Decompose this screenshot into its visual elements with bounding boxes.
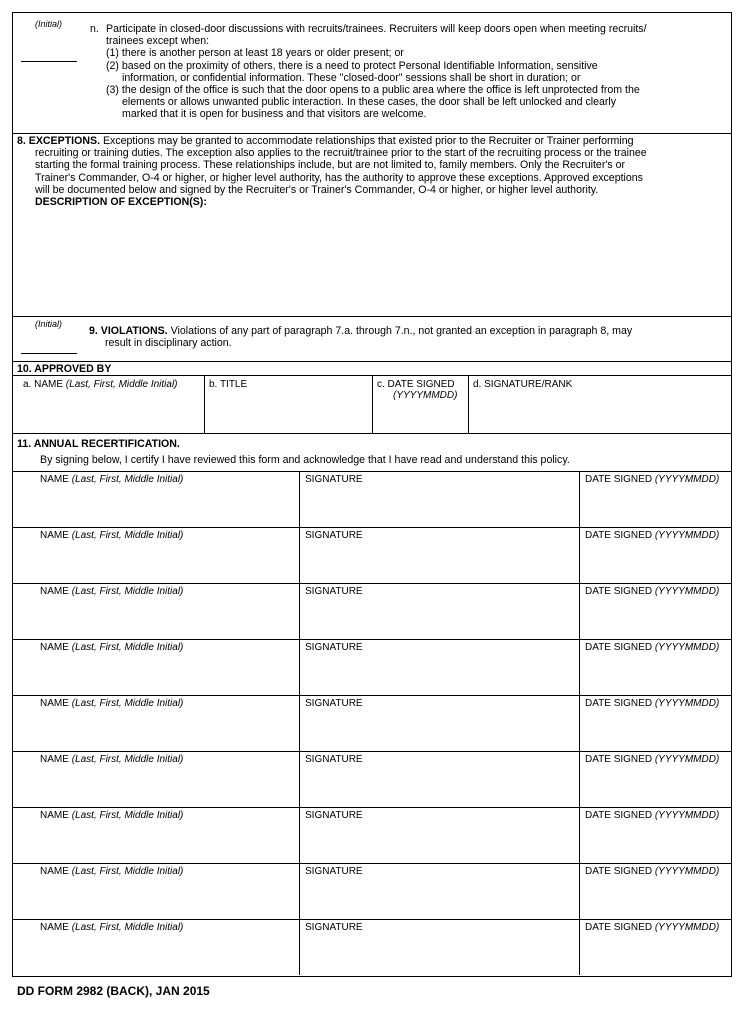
row-name-label: NAME (Last, First, Middle Initial)	[40, 586, 184, 597]
column-divider	[299, 527, 300, 583]
row-signature-field[interactable]	[303, 655, 577, 693]
table-row	[13, 583, 731, 639]
section-8-line5: will be documented below and signed by the Recruiter's or Trainer's Commander, O-4 or higher, or higher level authority.	[35, 183, 599, 196]
section-9-violations	[89, 325, 729, 349]
section-9-line1: Violations of any part of paragraph 7.a. through 7.n., not granted an exception in paragraph 8, may	[170, 325, 633, 337]
section-8-line2: recruiting or training duties. The exception also applies to the recruit/trainee prior to the start of the recruiting process or the trainee	[35, 147, 647, 160]
initial-label-9: (Initial)	[35, 319, 63, 329]
column-divider	[299, 807, 300, 863]
column-divider	[299, 919, 300, 975]
row-name-label: NAME (Last, First, Middle Initial)	[40, 866, 184, 877]
row-signature-field[interactable]	[303, 823, 577, 861]
item-n-sub2-line2: information, or confidential information. These "closed-door" sessions shall be short in duration; or	[122, 71, 581, 84]
table-row	[13, 919, 731, 975]
approved-name-field[interactable]	[15, 393, 201, 431]
row-signature-label: SIGNATURE	[305, 530, 363, 541]
column-divider	[299, 863, 300, 919]
row-name-field[interactable]	[15, 599, 297, 637]
column-divider	[204, 375, 205, 433]
column-divider	[299, 751, 300, 807]
row-date-label: DATE SIGNED (YYYYMMDD)	[585, 530, 720, 541]
approved-name-label: a. NAME (Last, First, Middle Initial)	[23, 379, 178, 390]
form-footer: DD FORM 2982 (BACK), JAN 2015	[17, 984, 210, 998]
row-name-field[interactable]	[15, 879, 297, 917]
row-date-field[interactable]	[583, 543, 729, 581]
row-signature-label: SIGNATURE	[305, 642, 363, 653]
table-row	[13, 471, 731, 527]
approved-date-field[interactable]	[375, 403, 465, 431]
approved-date-label: c. DATE SIGNED (YYYYMMDD)	[377, 379, 458, 401]
row-signature-label: SIGNATURE	[305, 698, 363, 709]
divider	[13, 316, 731, 317]
table-row	[13, 527, 731, 583]
row-name-field[interactable]	[15, 823, 297, 861]
initial-field-n[interactable]	[21, 61, 77, 62]
row-date-label: DATE SIGNED (YYYYMMDD)	[585, 866, 720, 877]
column-divider	[579, 863, 580, 919]
item-n-sub3-line2: elements or allows unwanted public interaction. In these cases, the door shall be left unlocked and clearly	[122, 96, 617, 109]
item-n-sub3-line1: (3) the design of the office is such that the door opens to a public area where the office is left unprotected from the	[106, 84, 640, 97]
row-date-label: DATE SIGNED (YYYYMMDD)	[585, 922, 720, 933]
table-row	[13, 751, 731, 807]
section-8-line3: starting the formal training process. These relationships include, but are not limited to, family members. Only the Recruiter's or	[35, 159, 626, 172]
row-name-label: NAME (Last, First, Middle Initial)	[40, 922, 184, 933]
section-9-number: 9.	[89, 325, 98, 337]
row-signature-field[interactable]	[303, 487, 577, 525]
table-row	[13, 639, 731, 695]
section-11-heading: 11. ANNUAL RECERTIFICATION.	[17, 438, 180, 450]
approved-title-field[interactable]	[207, 393, 369, 431]
row-date-field[interactable]	[583, 767, 729, 805]
section-10-heading: 10. APPROVED BY	[17, 363, 112, 375]
row-name-field[interactable]	[15, 935, 297, 973]
row-name-field[interactable]	[15, 487, 297, 525]
section-8-heading: 8. EXCEPTIONS.	[17, 135, 101, 147]
table-row	[13, 695, 731, 751]
column-divider	[299, 695, 300, 751]
column-divider	[299, 583, 300, 639]
row-signature-label: SIGNATURE	[305, 866, 363, 877]
row-signature-label: SIGNATURE	[305, 922, 363, 933]
row-date-label: DATE SIGNED (YYYYMMDD)	[585, 474, 720, 485]
row-name-field[interactable]	[15, 767, 297, 805]
row-signature-field[interactable]	[303, 711, 577, 749]
item-n-line2: trainees except when:	[106, 35, 210, 48]
item-n-sub3-line3: marked that it is open for business and that visitors are welcome.	[122, 108, 427, 121]
row-date-label: DATE SIGNED (YYYYMMDD)	[585, 642, 720, 653]
section-8-line4: Trainer's Commander, O-4 or higher, or higher level authority, has the authority to approve these exceptions. Approved exceptions	[35, 171, 643, 184]
column-divider	[579, 751, 580, 807]
section-9-heading: VIOLATIONS.	[100, 325, 168, 337]
column-divider	[579, 639, 580, 695]
column-divider	[299, 639, 300, 695]
section-8-exceptions	[17, 135, 731, 208]
approved-signature-field[interactable]	[471, 393, 729, 431]
row-signature-field[interactable]	[303, 879, 577, 917]
row-date-field[interactable]	[583, 711, 729, 749]
section-8-line1: Exceptions may be granted to accommodate relationships that existed prior to the Recruiter or Trainer performing	[102, 135, 634, 147]
row-name-field[interactable]	[15, 655, 297, 693]
initial-field-9[interactable]	[21, 353, 77, 354]
row-name-label: NAME (Last, First, Middle Initial)	[40, 810, 184, 821]
column-divider	[579, 807, 580, 863]
exception-description-label: DESCRIPTION OF EXCEPTION(S):	[35, 196, 207, 209]
initial-label-n: (Initial)	[35, 19, 63, 29]
row-date-field[interactable]	[583, 935, 729, 973]
row-name-label: NAME (Last, First, Middle Initial)	[40, 530, 184, 541]
divider	[13, 361, 731, 362]
row-signature-label: SIGNATURE	[305, 810, 363, 821]
row-date-field[interactable]	[583, 655, 729, 693]
table-row	[13, 807, 731, 863]
row-signature-label: SIGNATURE	[305, 586, 363, 597]
row-signature-field[interactable]	[303, 599, 577, 637]
row-name-field[interactable]	[15, 543, 297, 581]
column-divider	[579, 919, 580, 975]
row-date-label: DATE SIGNED (YYYYMMDD)	[585, 810, 720, 821]
row-date-field[interactable]	[583, 823, 729, 861]
column-divider	[468, 375, 469, 433]
divider	[13, 433, 731, 434]
column-divider	[579, 695, 580, 751]
row-name-label: NAME (Last, First, Middle Initial)	[40, 474, 184, 485]
item-n-text	[106, 23, 728, 121]
divider	[13, 133, 731, 134]
exception-description-field[interactable]	[31, 213, 727, 313]
row-signature-field[interactable]	[303, 543, 577, 581]
column-divider	[579, 527, 580, 583]
column-divider	[372, 375, 373, 433]
row-signature-field[interactable]	[303, 935, 577, 973]
column-divider	[579, 471, 580, 527]
column-divider	[579, 583, 580, 639]
item-n-letter: n.	[90, 23, 99, 35]
row-signature-label: SIGNATURE	[305, 474, 363, 485]
row-name-field[interactable]	[15, 711, 297, 749]
row-date-label: DATE SIGNED (YYYYMMDD)	[585, 754, 720, 765]
table-row	[13, 863, 731, 919]
item-n-line1: Participate in closed-door discussions with recruits/trainees. Recruiters will keep doors open when meeting recruits/	[106, 23, 647, 35]
row-name-label: NAME (Last, First, Middle Initial)	[40, 642, 184, 653]
row-name-label: NAME (Last, First, Middle Initial)	[40, 698, 184, 709]
row-date-field[interactable]	[583, 879, 729, 917]
section-9-line2: result in disciplinary action.	[105, 337, 232, 350]
item-n-sub1: (1) there is another person at least 18 years or older present; or	[106, 47, 404, 60]
row-name-label: NAME (Last, First, Middle Initial)	[40, 754, 184, 765]
recertification-statement: By signing below, I certify I have reviewed this form and acknowledge that I have read and understand this policy.	[40, 454, 570, 466]
approved-title-label: b. TITLE	[209, 379, 248, 390]
form-page	[12, 12, 732, 977]
row-date-label: DATE SIGNED (YYYYMMDD)	[585, 586, 720, 597]
row-signature-label: SIGNATURE	[305, 754, 363, 765]
column-divider	[299, 471, 300, 527]
item-n-sub2-line1: (2) based on the proximity of others, there is a need to protect Personal Identifiable Information, sensitive	[106, 59, 598, 72]
row-date-field[interactable]	[583, 599, 729, 637]
row-date-label: DATE SIGNED (YYYYMMDD)	[585, 698, 720, 709]
approved-signature-label: d. SIGNATURE/RANK	[473, 379, 573, 390]
row-date-field[interactable]	[583, 487, 729, 525]
row-signature-field[interactable]	[303, 767, 577, 805]
